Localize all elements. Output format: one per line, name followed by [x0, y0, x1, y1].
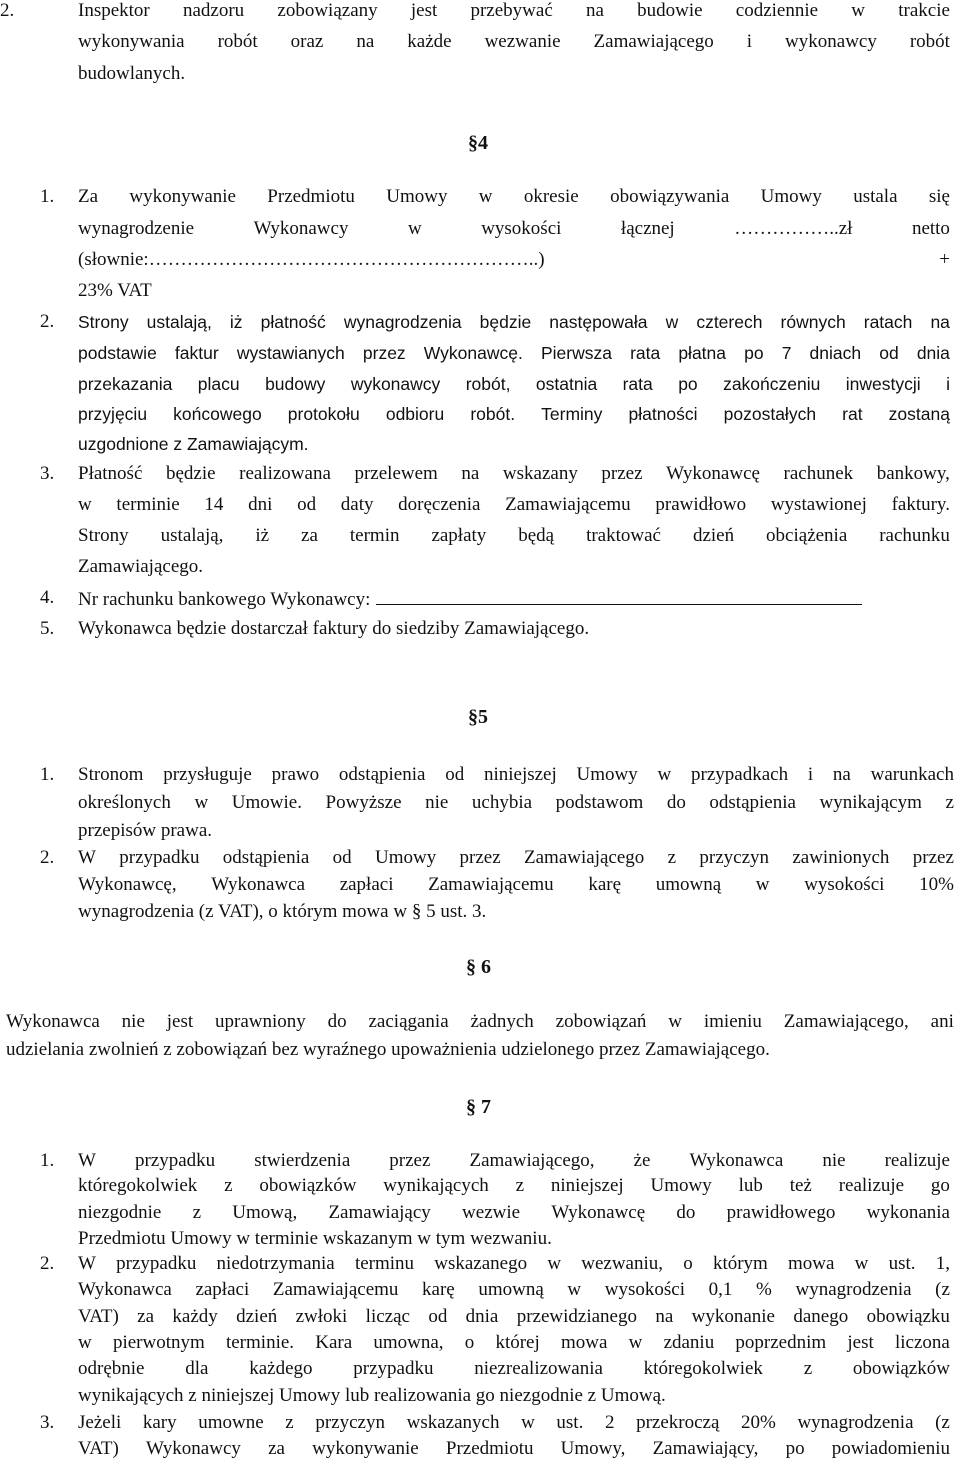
- text-line: Za wykonywanie Przedmiotu Umowy w okresie obowiązywania Umowy ustala się: [78, 186, 950, 207]
- text-line: uzgodnione z Zamawiającym.: [78, 434, 309, 454]
- text-line: w pierwotnym terminie. Kara umowna, o której mowa w zdaniu poprzednim jest liczona: [78, 1332, 950, 1353]
- text-line: niezgodnie z Umową, Zamawiający wezwie Wykonawcę do prawidłowego wykonania: [78, 1202, 950, 1223]
- item-number: 2.: [0, 0, 15, 21]
- text-line: udzielania zwolnień z zobowiązań bez wyraźnego upoważnienia udzielonego przez Zamawiającego.: [6, 1039, 770, 1060]
- text-line: Jeżeli kary umowne z przyczyn wskazanych w ust. 2 przekroczą 20% wynagrodzenia (z: [78, 1412, 950, 1433]
- item-number: 2.: [40, 311, 55, 332]
- section-heading: § 7: [466, 1096, 491, 1118]
- text-line: W przypadku odstąpienia od Umowy przez Zamawiającego z przyczyn zawinionych przez: [78, 847, 954, 868]
- section-heading: §5: [468, 706, 488, 728]
- text-line: Wykonawca zapłaci Zamawiającemu karę umowną w wysokości 0,1 % wynagrodzenia (z: [78, 1279, 950, 1300]
- text-line: Inspektor nadzoru zobowiązany jest przebywać na budowie codziennie w trakcie: [78, 0, 950, 21]
- item-number: 1.: [40, 1150, 55, 1171]
- text-line: wykonywania robót oraz na każde wezwanie Zamawiającego i wykonawcy robót: [78, 31, 950, 52]
- text-line: przyjęciu końcowego protokołu odbioru robót. Terminy płatności pozostałych rat zostaną: [78, 404, 950, 424]
- item-number: 1.: [40, 764, 55, 785]
- text-line: budowlanych.: [78, 63, 186, 84]
- text-line: Wykonawcę, Wykonawca zapłaci Zamawiającemu karę umowną w wysokości 10%: [78, 874, 954, 895]
- section-heading: §4: [468, 132, 488, 154]
- text-line: Wykonawca nie jest uprawniony do zaciągania żadnych zobowiązań w imieniu Zamawiającego, ani: [6, 1011, 954, 1032]
- text-line: Stronom przysługuje prawo odstąpienia od niniejszej Umowy w przypadkach i na warunkach: [78, 764, 954, 785]
- item-number: 3.: [40, 463, 55, 484]
- text-line: Płatność będzie realizowana przelewem na wskazany przez Wykonawcę rachunek bankowy,: [78, 463, 950, 484]
- text-line: wynagrodzenia (z VAT), o którym mowa w § 5 ust. 3.: [78, 901, 487, 922]
- text-line: Przedmiotu Umowy w terminie wskazanym w tym wezwaniu.: [78, 1228, 552, 1249]
- text-line: Strony ustalają, iż płatność wynagrodzenia będzie następowała w czterech równych ratach na: [78, 312, 950, 332]
- account-number-blank: [376, 587, 862, 605]
- text-line: przekazania placu budowy wykonawcy robót, ostatnia rata po zakończeniu inwestycji i: [78, 374, 950, 394]
- text-line: podstawie faktur wystawianych przez Wykonawcę. Pierwsza rata płatna po 7 dniach od dnia: [78, 343, 950, 363]
- text-line: któregokolwiek z obowiązków wynikających z niniejszej Umowy lub też realizuje go: [78, 1175, 950, 1196]
- text-line: 23% VAT: [78, 280, 152, 301]
- text-line: wynagrodzenie Wykonawcy w wysokości łącznej ……………..zł netto: [78, 218, 950, 239]
- text-line: W przypadku niedotrzymania terminu wskazanego w wezwaniu, o którym mowa w ust. 1,: [78, 1253, 950, 1274]
- text-line: VAT) Wykonawcy za wykonywanie Przedmiotu Umowy, Zamawiający, po powiadomieniu: [78, 1438, 950, 1459]
- item-number: 2.: [40, 847, 55, 868]
- item-number: 5.: [40, 618, 55, 639]
- text-line: przepisów prawa.: [78, 820, 213, 841]
- text-line: określonych w Umowie. Powyższe nie uchybia podstawom do odstąpienia wynikającym z: [78, 792, 954, 813]
- text-line: Nr rachunku bankowego Wykonawcy:: [78, 587, 862, 611]
- text-line: (słownie:……………………………………………………..) +: [78, 249, 950, 270]
- text-line: W przypadku stwierdzenia przez Zamawiającego, że Wykonawca nie realizuje: [78, 1150, 950, 1171]
- text-line: odrębnie dla każdego przypadku niezrealizowania któregokolwiek z obowiązków: [78, 1358, 950, 1379]
- item-number: 3.: [40, 1412, 55, 1433]
- text-line: VAT) za każdy dzień zwłoki licząc od dnia przewidzianego na wykonanie danego obowiązku: [78, 1306, 950, 1327]
- text-line: Wykonawca będzie dostarczał faktury do siedziby Zamawiającego.: [78, 618, 590, 639]
- item-number: 4.: [40, 587, 55, 608]
- item-number: 2.: [40, 1253, 55, 1274]
- section-heading: § 6: [466, 956, 491, 978]
- text-line: Zamawiającego.: [78, 556, 204, 577]
- item-number: 1.: [40, 186, 55, 207]
- text-line: wynikających z niniejszej Umowy lub realizowania go niezgodnie z Umową.: [78, 1385, 666, 1406]
- text-line: Strony ustalają, iż za termin zapłaty będą traktować dzień obciążenia rachunku: [78, 525, 950, 546]
- text-line: w terminie 14 dni od daty doręczenia Zamawiającemu prawidłowo wystawionej faktury.: [78, 494, 950, 515]
